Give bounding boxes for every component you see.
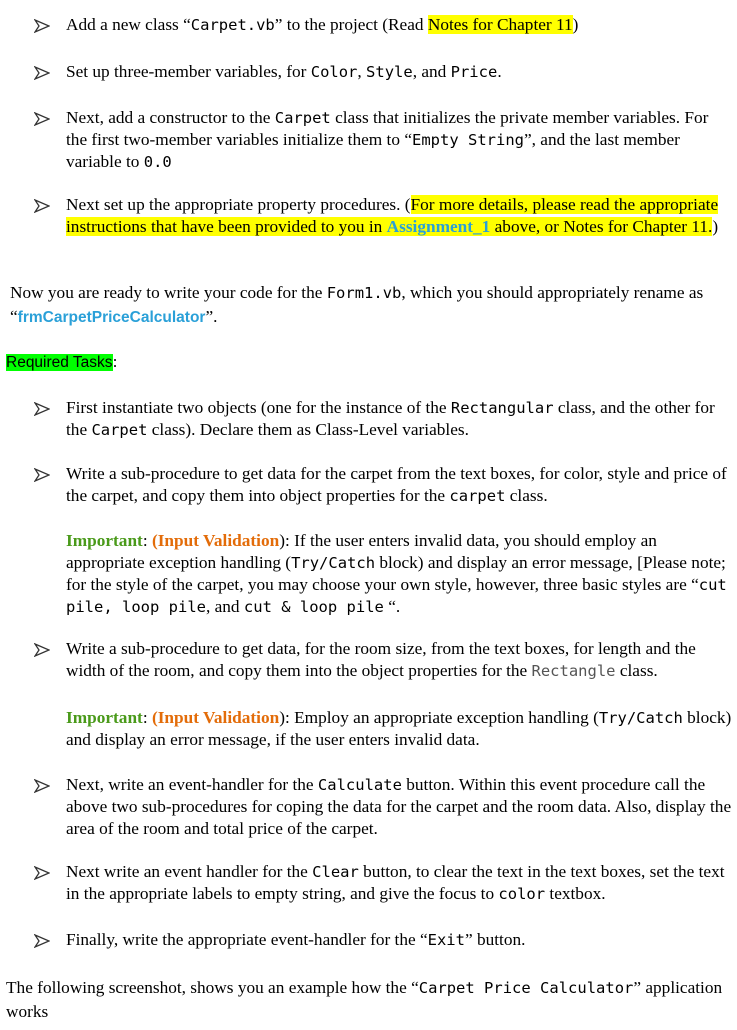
important-note-2: Important: (Input Validation): Employ an appropriate exception handling (Try/Catch block) and display an error message, if the user enters invalid data. xyxy=(66,708,732,749)
important-note-1: Important: (Input Validation): If the user enters invalid data, you should employ an appropriate exception handling (Try/Catch block) and display an error message, [Please note; for the style of the carpet, you may choose your own style, however, three basic styles are “cut pile, loop pile, and cut & loop pile “. xyxy=(66,531,727,616)
bullet-arrow-icon xyxy=(34,402,54,416)
bullet-arrow-icon xyxy=(34,112,54,126)
notes-chapter-11-highlight: Notes for Chapter 11 xyxy=(427,15,573,34)
form-name: frmCarpetPriceCalculator xyxy=(17,309,206,326)
required-tasks-heading: Required Tasks: xyxy=(6,352,118,371)
task-3: Write a sub-procedure to get data, for the room size, from the text boxes, for length and the width of the room, and copy them into the object properties for the Rectangle class. xyxy=(66,639,696,680)
bullet-arrow-icon xyxy=(34,779,54,793)
bullet-arrow-icon xyxy=(34,643,54,657)
intro-bullet-2: Set up three-member variables, for Color, Style, and Price. xyxy=(66,62,502,81)
bullet-arrow-icon xyxy=(34,934,54,948)
bullet-arrow-icon xyxy=(34,468,54,482)
intro-bullet-1: Add a new class “Carpet.vb” to the project (Read Notes for Chapter 11) xyxy=(66,15,579,34)
bullet-arrow-icon xyxy=(34,19,54,33)
bullet-arrow-icon xyxy=(34,199,54,213)
form-paragraph: Now you are ready to write your code for the Form1.vb, which you should appropriately rename as “frmCarpetPriceCalculator”. xyxy=(10,283,704,326)
task-5: Next write an event handler for the Clear button, to clear the text in the text boxes, set the text in the appropriate labels to empty string, and give the focus to color textbox. xyxy=(66,862,725,903)
bullet-arrow-icon xyxy=(34,866,54,880)
bullet-arrow-icon xyxy=(34,66,54,80)
task-1: First instantiate two objects (one for the instance of the Rectangular class, and the other for the Carpet class). Declare them as Class-Level variables. xyxy=(66,398,715,439)
intro-bullet-4: Next set up the appropriate property procedures. (For more details, please read the appropriate instructions that have been provided to you in Assignment_1 above, or Notes for Chapter 11.) xyxy=(66,195,719,236)
task-2: Write a sub-procedure to get data for the carpet from the text boxes, for color, style and price of the carpet, and copy them into object properties for the carpet class. xyxy=(66,464,727,505)
intro-bullet-3: Next, add a constructor to the Carpet class that initializes the private member variables. For the first two-member variables initialize them to “Empty String”, and the last member variable to 0.0 xyxy=(66,108,709,171)
assignment-1-link[interactable]: Assignment_1 xyxy=(386,217,491,236)
closing-paragraph: The following screenshot, shows you an example how the “Carpet Price Calculator” application works xyxy=(6,978,723,1021)
task-4: Next, write an event-handler for the Calculate button. Within this event procedure call the above two sub-procedures for coping the data for the carpet and the room data. Also, display the area of the room and total price of the carpet. xyxy=(66,775,732,838)
task-6: Finally, write the appropriate event-handler for the “Exit” button. xyxy=(66,930,526,949)
